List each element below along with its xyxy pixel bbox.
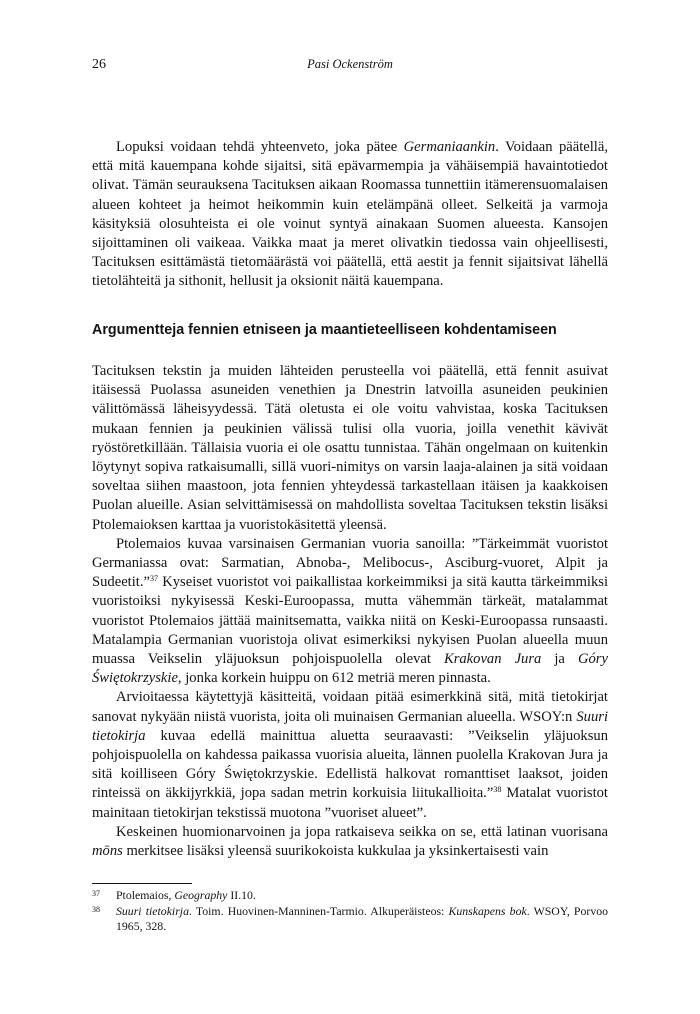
text-run: Kyseiset vuoristot voi paikallistaa korkeimmiksi ja sitä kautta tärkeimmiksi vuoristoiksi nykyisessä Keski-Euroopassa, mutta vähemmän tärkeät, matalammat vuoristot Ptolemaios jättää mainitsematta, vaikka niitä on Keski-Euroopassa runsaasti. Matalampia Germanian vuoristoja olivat esimerkiksi nykyisen Puolan alueella muun muassa Veikselin yläjuoksun pohjoispuolella olevat (92, 574, 608, 668)
text-run: . Voidaan päätellä, että mitä kauempana kohde sijaitsi, sitä epävarmempia ja vähäisempiä havaintotiedot olivat. Tämän seurauksena Tacituksen aikaan Roomassa tunnettiin itämerensuomalaisen alueen kohteet ja heimot heikommin kuin etelämpänä olleet. Selkeitä ja varmoja käsityksiä olosuhteista ei ole voinut syntyä ainakaan Suomen alueesta. Kansojen sijoittaminen oli vaikeaa. Vaikka maat ja meret olivatkin tiedossa vain ohjeellisesti, Tacituksen esittämästä tietomäärästä voi päätellä, että aestit ja fennit sijaitsivat lähellä tietolähteitä ja sithonit, hellusit ja oksionit näitä kauempana. (92, 139, 608, 290)
italic-term: Geography (174, 888, 228, 902)
footnotes (92, 888, 608, 935)
footnote (92, 904, 608, 935)
page-number: 26 (92, 57, 106, 72)
page-header (92, 57, 608, 77)
section-heading: Argumentteja fennien etniseen ja maantieteelliseen kohdentamiseen (92, 322, 557, 338)
italic-term: Suuri tietokirja (116, 903, 189, 918)
text-run: Arvioitaessa käytettyjä käsitteitä, voidaan pitää esimerkkinä sitä, mitä tietokirjat sanovat nykyään niistä vuorista, joita oli muinaisen Germanian alueella. WSOY:n (92, 689, 608, 725)
footnote-ref[interactable]: 37 (149, 574, 158, 584)
section-body (92, 362, 608, 861)
intro-section (92, 138, 608, 292)
italic-term: Germaniaankin (403, 139, 496, 155)
italic-term: mōns (92, 843, 123, 860)
text-run: Keskeinen huomionarvoinen ja jopa ratkaiseva seikka on se, että latinan vuorisana (116, 823, 608, 840)
paragraph (92, 138, 608, 292)
paragraph (92, 823, 608, 861)
text-run: merkitsee lisäksi yleensä suurikokoista kukkulaa ja yksinkertaisesti vain (122, 843, 549, 860)
footnote (92, 888, 608, 904)
paragraph (92, 688, 608, 822)
text-run: Ptolemaios kuvaa varsinaisen Germanian vuoria sanoilla: ”Tärkeimmät vuoristot Germaniassa ovat: Sarmatian, Abnoba-, Melibocus-, Asciburg-vuoret, Alpit ja Sudeetit.” (92, 535, 608, 591)
italic-term: Góry Świętokrzyskie (92, 651, 608, 687)
text-run: Matalat vuoristot mainitaan tietokirjan tekstissä muotona ”vuoriset alueet”. (92, 785, 608, 821)
text-run: II.10. (227, 888, 256, 902)
text-run: . WSOY, Porvoo 1965, 328. (116, 903, 609, 933)
footnote-divider (92, 883, 192, 884)
text-run: , jonka korkein huippu on 612 metriä meren pinnasta. (177, 670, 491, 687)
footnote-number: 38 (92, 904, 100, 914)
footnote-ref[interactable]: 38 (493, 785, 502, 795)
italic-term: Kunskapens bok (448, 903, 527, 918)
text-run: ja (541, 651, 578, 668)
text-run: Lopuksi voidaan tehdä yhteenveto, joka pätee (116, 139, 404, 155)
text-run: Ptolemaios, (116, 888, 175, 902)
italic-term: Krakovan Jura (443, 651, 542, 668)
paragraph (92, 535, 608, 689)
footnote-number: 37 (92, 889, 100, 898)
running-head: Pasi Ockenström (307, 57, 393, 71)
text-run: kuvaa edellä mainittua aluetta seuraavasti: ”Veikselin yläjuoksun pohjoispuolella on kahdessa paikassa vuorisia alueita, lännen puolella Krakovan Jura ja sitä koilliseen Góry Świętokrzyskie. Edellistä halkovat romanttiset laaksot, joiden rinteissä on äkkijyrkkiä, jopa sadan metrin korkuisia liitukallioita.” (92, 727, 608, 802)
italic-term: Suuri tietokirja (92, 708, 608, 744)
text-run: . Toim. Huovinen-Manninen-Tarmio. Alkuperäisteos: (188, 903, 449, 918)
paragraph: Tacituksen tekstin ja muiden lähteiden perusteella voi päätellä, että fennit asuivat itäisessä Puolassa asuneiden venethien ja Dnestrin latvoilla asuneiden peukinien välittömässä läheisyydessä. Tätä oletusta ei ole voitu vahvistaa, koska Tacituksen mukaan fennien ja peukinien välissä tulisi olla vuoria, joilla venethit kävivät ryöstöretkillään. Tällaisia vuoria ei ole osattu tunnistaa. Tähän ongelmaan on kuitenkin löytynyt sopiva ratkaisumalli, sillä vuori-nimitys on varsin laaja-alainen ja sitä voidaan soveltaa siihen maastoon, jota fennien yhteydessä tarkastellaan itäisen ja kaakkoisen Puolan alueille. Asian selvittämisessä on mahdollista soveltaa Tacituksen tekstin lisäksi Ptolemaioksen karttaa ja vuoristokäsitettä yleensä. (92, 363, 608, 533)
